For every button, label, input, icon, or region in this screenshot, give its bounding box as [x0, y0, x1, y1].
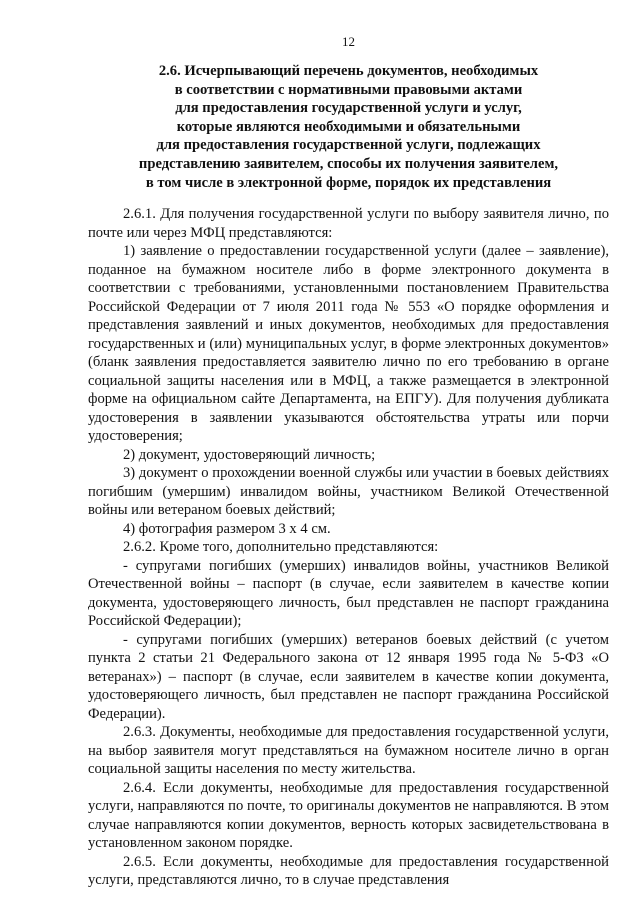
body-text — [88, 205, 609, 890]
list-item-4: 4) фотография размером 3 х 4 см. — [123, 520, 331, 537]
paragraph-2-6-1: 2.6.1. Для получения государственной услуги по выбору заявителя лично, по почте или через МФЦ представляются: — [88, 206, 609, 241]
paragraph-2-6-3: 2.6.3. Документы, необходимые для предоставления государственной услуги, на выбор заявителя могут представляться на бумажном носителе лично в орган социальной защиты населения по месту жительства. — [88, 724, 609, 778]
paragraph-2-6-4: 2.6.4. Если документы, необходимые для предоставления государственной услуги, направляются по почте, то оригиналы документов не направляются. В этом случае направляются копии документов, верность которых засвидетельствована в установленном законом порядке. — [88, 779, 609, 852]
heading-line: 2.6. Исчерпывающий перечень документов, необходимых — [158, 63, 539, 79]
page-number: 12 — [342, 34, 355, 49]
section-heading — [88, 62, 609, 192]
paragraph-2-6-5: 2.6.5. Если документы, необходимые для предоставления государственной услуги, представляются лично, то в случае представления — [88, 853, 609, 889]
list-item-2: 2) документ, удостоверяющий личность; — [123, 446, 376, 463]
heading-line: в том числе в электронной форме, порядок их представления — [145, 174, 552, 191]
dash-item-2: - супругами погибших (умерших) ветеранов боевых действий (с учетом пункта 2 статьи 21 Федерального закона от 12 января 1995 года № 5-ФЗ «О ветеранах») – паспорт (в случае, если заявителем в качестве копии документа, удостоверяющего личность, был представлен не паспорт гражданина Российской Федерации). — [88, 631, 609, 722]
list-item-3: 3) документ о прохождении военной службы или участии в боевых действиях погибшим (умершим) инвалидом войны, участником Великой Отечественной войны или ветераном боевых действий; — [88, 465, 609, 519]
list-item-1: 1) заявление о предоставлении государственной услуги (далее – заявление), поданное на бумажном носителе либо в форме электронного документа в соответствии с требованиями, установленными постановлением Правительства Российской Федерации от 7 июля 2011 года № 553 «О порядке оформления и представления заявлений и иных документов, необходимых для предоставления государственных и (или) муниципальных услуг, в форме электронных документов» (бланк заявления предоставляется заявителю лично по его требованию в органе социальной защиты населения или в МФЦ, а также размещается в электронной форме на официальном сайте Департамента, на ЕПГУ). Для получения дубликата удостоверения в заявлении указываются обстоятельства утраты или порчи удостоверения; — [88, 243, 609, 445]
heading-line: для предоставления государственной услуги, подлежащих — [156, 137, 541, 154]
heading-line: для предоставления государственной услуги и услуг, — [175, 100, 522, 117]
heading-line: в соответствии с нормативными правовыми актами — [174, 81, 523, 98]
dash-item-1: - супругами погибших (умерших) инвалидов войны, участников Великой Отечественной войны – паспорт (в случае, если заявителем в качестве копии документа, удостоверяющего личность, был представлен не паспорт гражданина Российской Федерации); — [88, 557, 609, 630]
heading-line: которые являются необходимыми и обязательными — [176, 118, 521, 135]
paragraph-2-6-2: 2.6.2. Кроме того, дополнительно представляются: — [123, 539, 439, 556]
heading-line: представлению заявителем, способы их получения заявителем, — [138, 155, 559, 172]
